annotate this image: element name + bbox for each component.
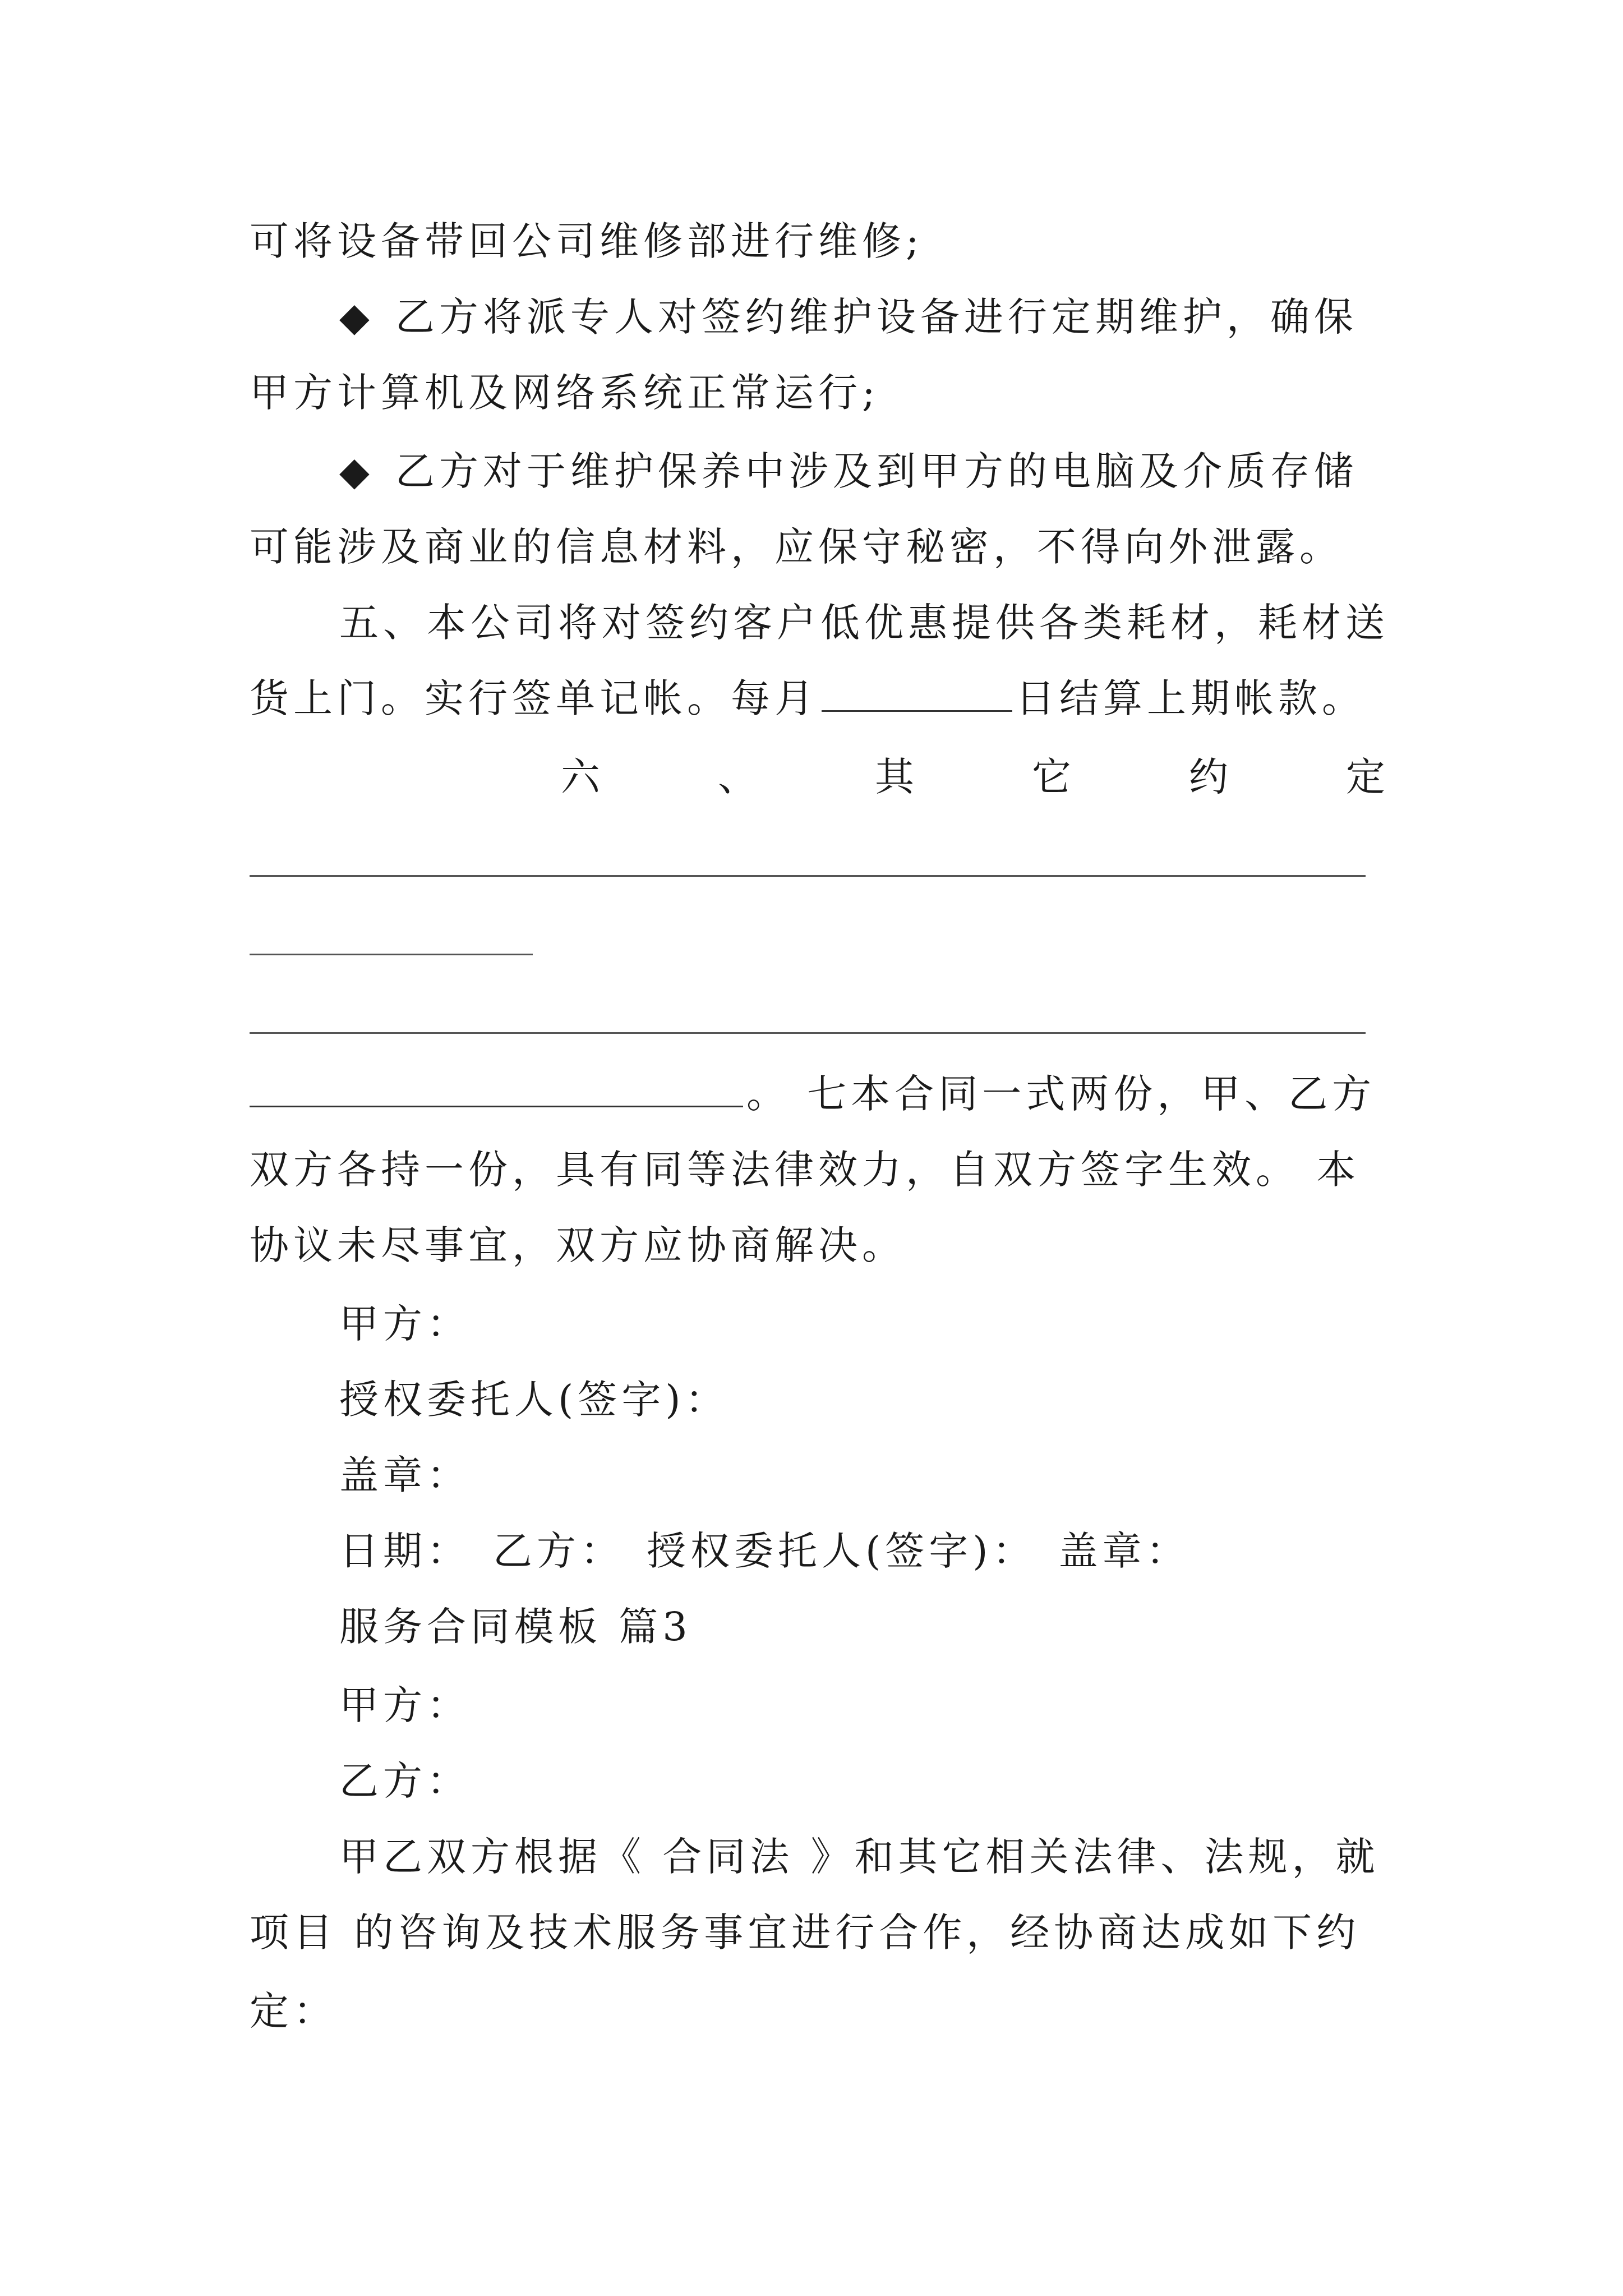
heading-char: 、 [718,754,757,800]
party-b-label: 乙方： [339,1758,471,1804]
fill-in-blank [250,1066,743,1107]
authorized-signer-label: 授权委托人(签字)： [647,1528,1036,1574]
blank-rule-line [250,954,533,955]
bullet-text: 乙方对于维护保养中涉及到甲方的电脑及介质存储 [395,448,1358,494]
paragraph-line: 定： [250,1988,337,2034]
seal-label: 盖章： [339,1452,471,1498]
paragraph-text: 。 七本合同一式两份，甲、乙方 [746,1071,1376,1117]
section-heading-other-terms [561,749,1385,805]
paragraph-line: 可将设备带回公司维修部进行维修; [250,218,924,264]
authorized-signer-label: 授权委托人(签字)： [339,1377,729,1423]
text-after-blank: 日结算上期帐款。 [1016,675,1366,721]
paragraph-line [250,670,1388,726]
bullet-line [339,443,1388,499]
paragraph-line: 甲乙双方根据《 合同法 》和其它相关法律、法规，就 [339,1834,1380,1880]
diamond-bullet-icon: ◆ [339,294,374,340]
heading-char: 它 [1032,754,1071,800]
paragraph-line: 甲方计算机及网络系统正常运行; [250,370,880,416]
fill-in-blank [822,671,1012,712]
paragraph-line: 协议未尽事宜，双方应协商解决。 [250,1222,906,1268]
paragraph-line [250,1066,1388,1122]
heading-char: 约 [1189,754,1228,800]
paragraph-line: 五、本公司将对签约客户低优惠提供各类耗材，耗材送 [339,600,1389,646]
text-before-blank: 货上门。实行签单记帐。每月 [250,675,818,721]
bullet-line [339,289,1388,345]
seal-label: 盖章： [1058,1528,1190,1574]
section-title: 服务合同模板 篇3 [339,1604,692,1650]
blank-rule-line [250,875,1366,877]
date-label: 日期： [339,1528,471,1574]
blank-rule-line [250,1032,1366,1034]
party-b-label: 乙方： [493,1528,624,1574]
paragraph-line: 可能涉及商业的信息材料，应保守秘密，不得向外泄露。 [250,524,1343,570]
heading-char: 六 [561,754,600,800]
diamond-bullet-icon: ◆ [339,448,374,494]
party-a-label: 甲方： [339,1682,471,1728]
signature-row [339,1523,1388,1579]
paragraph-line: 双方各持一份，具有同等法律效力，自双方签字生效。 本 [250,1147,1361,1193]
party-a-label: 甲方： [339,1301,471,1347]
paragraph-line: 项目 的咨询及技术服务事宜进行合作，经协商达成如下约 [250,1910,1361,1955]
heading-char: 定 [1346,754,1385,800]
heading-char: 其 [875,754,914,800]
bullet-text: 乙方将派专人对签约维护设备进行定期维护，确保 [395,294,1358,340]
